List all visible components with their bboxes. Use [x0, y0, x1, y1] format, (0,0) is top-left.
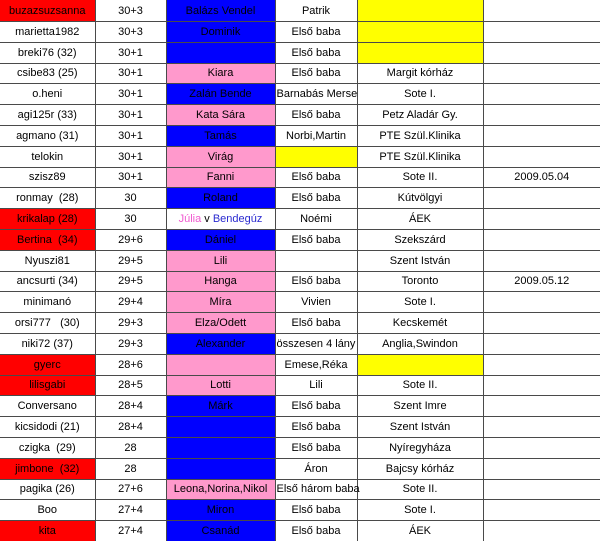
table-row [0, 333, 600, 354]
date-cell[interactable] [483, 313, 600, 334]
baby-name-cell[interactable]: Zalán Bende [166, 84, 275, 105]
hospital-cell[interactable]: Kecskemét [357, 313, 483, 334]
username-cell[interactable]: buzazsuzsanna [0, 0, 95, 22]
username-cell[interactable]: breki76 (32) [0, 42, 95, 63]
baby-info-cell[interactable]: Első baba [275, 271, 357, 292]
date-cell[interactable] [483, 250, 600, 271]
hospital-cell[interactable] [357, 354, 483, 375]
weeks-cell[interactable]: 29+6 [95, 229, 166, 250]
date-cell[interactable] [483, 188, 600, 209]
table-row [0, 521, 600, 541]
baby-name-cell[interactable] [166, 42, 275, 63]
table-row [0, 271, 600, 292]
hospital-cell[interactable]: Sote II. [357, 375, 483, 396]
weeks-cell[interactable]: 30+1 [95, 42, 166, 63]
weeks-cell[interactable]: 30+1 [95, 167, 166, 188]
table-row [0, 229, 600, 250]
username-cell[interactable]: krikalap (28) [0, 209, 95, 230]
baby-name-cell[interactable]: Leona,Norina,Nikol [166, 479, 275, 500]
username-cell[interactable]: kicsidodi (21) [0, 417, 95, 438]
weeks-cell[interactable]: 28+5 [95, 375, 166, 396]
hospital-cell[interactable]: Szekszárd [357, 229, 483, 250]
weeks-cell[interactable]: 30+1 [95, 84, 166, 105]
hospital-cell[interactable]: Toronto [357, 271, 483, 292]
date-cell[interactable] [483, 22, 600, 43]
username-cell[interactable]: telokin [0, 146, 95, 167]
table-row [0, 63, 600, 84]
weeks-cell[interactable]: 30+1 [95, 105, 166, 126]
hospital-cell[interactable]: Sote I. [357, 84, 483, 105]
hospital-cell[interactable]: ÁEK [357, 209, 483, 230]
baby-name-cell[interactable]: Márk [166, 396, 275, 417]
date-cell[interactable] [483, 458, 600, 479]
baby-name-cell[interactable]: Balázs Vendel [166, 0, 275, 22]
baby-name-cell[interactable]: Miron [166, 500, 275, 521]
table-row [0, 209, 600, 230]
table-row [0, 22, 600, 43]
baby-info-cell[interactable]: Első baba [275, 22, 357, 43]
date-cell[interactable] [483, 396, 600, 417]
table-row [0, 42, 600, 63]
username-cell[interactable]: Boo [0, 500, 95, 521]
hospital-cell[interactable]: Szent István [357, 417, 483, 438]
date-cell[interactable] [483, 521, 600, 541]
hospital-cell[interactable]: Sote II. [357, 479, 483, 500]
hospital-cell[interactable]: Sote I. [357, 500, 483, 521]
weeks-cell[interactable]: 30 [95, 188, 166, 209]
hospital-cell[interactable]: Anglia,Swindon [357, 333, 483, 354]
baby-info-cell[interactable]: Első baba [275, 500, 357, 521]
date-cell[interactable] [483, 229, 600, 250]
table-row [0, 167, 600, 188]
baby-info-cell[interactable]: Első baba [275, 396, 357, 417]
username-cell[interactable]: minimanó [0, 292, 95, 313]
table-row [0, 354, 600, 375]
username-cell[interactable]: pagika (26) [0, 479, 95, 500]
hospital-cell[interactable]: Nyíregyháza [357, 437, 483, 458]
baby-name-cell[interactable]: Alexander [166, 333, 275, 354]
hospital-cell[interactable]: Margit kórház [357, 63, 483, 84]
hospital-cell[interactable]: PTE Szül.Klinika [357, 146, 483, 167]
table-row [0, 0, 600, 22]
hospital-cell[interactable]: Sote I. [357, 292, 483, 313]
table-row [0, 479, 600, 500]
username-cell[interactable]: csibe83 (25) [0, 63, 95, 84]
baby-name-cell[interactable] [166, 354, 275, 375]
weeks-cell[interactable]: 27+6 [95, 479, 166, 500]
baby-info-cell[interactable]: Patrik [275, 0, 357, 22]
username-cell[interactable]: kita [0, 521, 95, 541]
weeks-cell[interactable]: 27+4 [95, 500, 166, 521]
hospital-cell[interactable]: Bajcsy kórház [357, 458, 483, 479]
date-cell[interactable] [483, 500, 600, 521]
username-cell[interactable]: Conversano [0, 396, 95, 417]
date-cell[interactable] [483, 437, 600, 458]
date-cell[interactable] [483, 42, 600, 63]
baby-name-cell[interactable] [166, 209, 275, 230]
username-cell[interactable]: ronmay (28) [0, 188, 95, 209]
baby-name-segment: Júlia [178, 213, 202, 226]
username-cell[interactable]: marietta1982 [0, 22, 95, 43]
table-row [0, 84, 600, 105]
baby-info-cell[interactable]: Noémi [275, 209, 357, 230]
table-row [0, 125, 600, 146]
hospital-cell[interactable]: Szent Imre [357, 396, 483, 417]
date-cell[interactable] [483, 375, 600, 396]
hospital-cell[interactable]: Szent István [357, 250, 483, 271]
table-row [0, 437, 600, 458]
baby-name-cell[interactable]: Míra [166, 292, 275, 313]
username-cell[interactable]: gyerc [0, 354, 95, 375]
date-cell[interactable] [483, 333, 600, 354]
username-cell[interactable]: agmano (31) [0, 125, 95, 146]
username-cell[interactable]: Nyuszi81 [0, 250, 95, 271]
weeks-cell[interactable]: 27+4 [95, 521, 166, 541]
weeks-cell[interactable]: 28+6 [95, 354, 166, 375]
weeks-cell[interactable]: 29+4 [95, 292, 166, 313]
baby-info-cell[interactable]: Emese,Réka [275, 354, 357, 375]
weeks-cell[interactable]: 28 [95, 458, 166, 479]
username-cell[interactable]: agi125r (33) [0, 105, 95, 126]
baby-name-cell[interactable]: Kata Sára [166, 105, 275, 126]
table-row [0, 250, 600, 271]
baby-name-cell[interactable]: Hanga [166, 271, 275, 292]
table-row [0, 313, 600, 334]
username-cell[interactable]: o.heni [0, 84, 95, 105]
table-row [0, 417, 600, 438]
weeks-cell[interactable]: 29+5 [95, 250, 166, 271]
weeks-cell[interactable]: 30+1 [95, 63, 166, 84]
baby-name-segment: v [201, 213, 213, 226]
baby-info-cell[interactable] [275, 250, 357, 271]
weeks-cell[interactable]: 28+4 [95, 396, 166, 417]
weeks-cell[interactable]: 30+3 [95, 22, 166, 43]
baby-info-cell[interactable]: Első baba [275, 313, 357, 334]
baby-info-cell[interactable]: Vivien [275, 292, 357, 313]
username-cell[interactable]: Bertina (34) [0, 229, 95, 250]
weeks-cell[interactable]: 29+5 [95, 271, 166, 292]
baby-info-cell[interactable] [275, 146, 357, 167]
date-cell[interactable] [483, 63, 600, 84]
baby-name-cell[interactable]: Csanád [166, 521, 275, 541]
weeks-cell[interactable]: 28+4 [95, 417, 166, 438]
username-cell[interactable]: ancsurti (34) [0, 271, 95, 292]
baby-name-cell[interactable] [166, 437, 275, 458]
baby-name-cell[interactable]: Kiara [166, 63, 275, 84]
weeks-cell[interactable]: 30+1 [95, 146, 166, 167]
username-cell[interactable]: orsi777 (30) [0, 313, 95, 334]
date-cell[interactable] [483, 354, 600, 375]
baby-name-cell[interactable]: Lotti [166, 375, 275, 396]
table-row [0, 396, 600, 417]
date-cell[interactable] [483, 105, 600, 126]
baby-info-cell[interactable]: Első baba [275, 521, 357, 541]
baby-info-cell[interactable]: Első baba [275, 105, 357, 126]
table-row [0, 458, 600, 479]
baby-info-cell[interactable]: Barnabás Merse [275, 84, 357, 105]
baby-name-cell[interactable]: Lili [166, 250, 275, 271]
baby-name-segment: Bendegúz [212, 213, 263, 226]
baby-name-cell[interactable] [166, 417, 275, 438]
baby-name-cell[interactable] [166, 458, 275, 479]
baby-name-cell[interactable]: Dominik [166, 22, 275, 43]
username-cell[interactable]: lilisgabi [0, 375, 95, 396]
baby-info-cell[interactable]: Lili [275, 375, 357, 396]
table-row [0, 375, 600, 396]
username-cell[interactable]: niki72 (37) [0, 333, 95, 354]
date-cell[interactable] [483, 479, 600, 500]
weeks-cell[interactable]: 30+1 [95, 125, 166, 146]
date-cell[interactable] [483, 417, 600, 438]
date-cell[interactable]: 2009.05.04 [483, 167, 600, 188]
table-row [0, 146, 600, 167]
baby-info-cell[interactable]: Első baba [275, 167, 357, 188]
table-row [0, 500, 600, 521]
baby-info-cell[interactable]: Első baba [275, 188, 357, 209]
baby-name-cell[interactable]: Dániel [166, 229, 275, 250]
baby-info-cell[interactable]: Első baba [275, 229, 357, 250]
table-row [0, 105, 600, 126]
hospital-cell[interactable] [357, 0, 483, 22]
baby-name-cell[interactable]: Virág [166, 146, 275, 167]
baby-name-cell[interactable]: Elza/Odett [166, 313, 275, 334]
hospital-cell[interactable]: Kútvölgyi [357, 188, 483, 209]
date-cell[interactable] [483, 125, 600, 146]
baby-info-cell[interactable]: Első három baba [275, 479, 357, 500]
baby-info-cell[interactable]: Első baba [275, 437, 357, 458]
hospital-cell[interactable]: PTE Szül.Klinika [357, 125, 483, 146]
weeks-cell[interactable]: 30+3 [95, 0, 166, 22]
date-cell[interactable] [483, 292, 600, 313]
username-cell[interactable]: czigka (29) [0, 437, 95, 458]
baby-info-cell[interactable]: Első baba [275, 63, 357, 84]
hospital-cell[interactable]: Petz Aladár Gy. [357, 105, 483, 126]
baby-info-cell[interactable]: Első baba [275, 42, 357, 63]
baby-info-cell[interactable]: Norbi,Martin [275, 125, 357, 146]
table-row [0, 292, 600, 313]
baby-name-cell[interactable]: Roland [166, 188, 275, 209]
date-cell[interactable] [483, 209, 600, 230]
username-cell[interactable]: jimbone (32) [0, 458, 95, 479]
date-cell[interactable] [483, 146, 600, 167]
weeks-cell[interactable]: 29+3 [95, 313, 166, 334]
weeks-cell[interactable]: 30 [95, 209, 166, 230]
date-cell[interactable] [483, 0, 600, 22]
date-cell[interactable]: 2009.05.12 [483, 271, 600, 292]
hospital-cell[interactable]: Sote II. [357, 167, 483, 188]
hospital-cell[interactable] [357, 42, 483, 63]
baby-name-cell[interactable]: Fanni [166, 167, 275, 188]
hospital-cell[interactable] [357, 22, 483, 43]
baby-info-cell[interactable]: Első baba [275, 417, 357, 438]
table-row [0, 188, 600, 209]
date-cell[interactable] [483, 84, 600, 105]
baby-info-cell[interactable]: összesen 4 lány [275, 333, 357, 354]
weeks-cell[interactable]: 28 [95, 437, 166, 458]
username-cell[interactable]: szisz89 [0, 167, 95, 188]
baby-info-cell[interactable]: Áron [275, 458, 357, 479]
weeks-cell[interactable]: 29+3 [95, 333, 166, 354]
hospital-cell[interactable]: ÁEK [357, 521, 483, 541]
baby-name-cell[interactable]: Tamás [166, 125, 275, 146]
